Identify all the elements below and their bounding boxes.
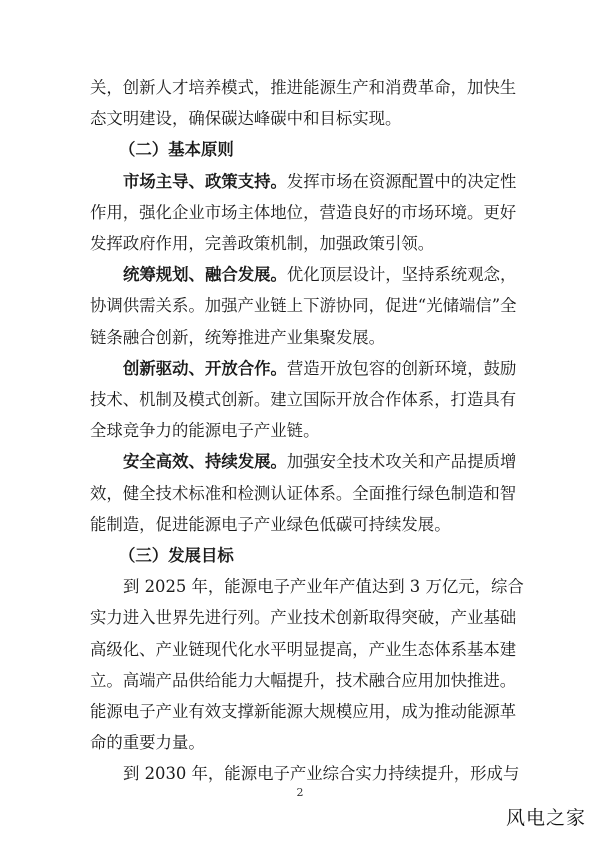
- paragraph-line: [0, 702, 600, 722]
- paragraph-line: [0, 265, 600, 285]
- principle-title: 统筹规划、融合发展。: [123, 265, 287, 285]
- paragraph-line: [0, 296, 600, 316]
- paragraph-line: [0, 733, 600, 753]
- paragraph-line: [0, 203, 600, 223]
- line-text: 技术、机制及模式创新。建立国际开放合作体系，打造具有: [90, 390, 517, 409]
- paragraph-line: [0, 515, 600, 535]
- principle-title: 安全高效、持续发展。: [123, 452, 287, 472]
- line-text: 高级化、产业链现代化水平明显提高，产业生态体系基本建: [90, 639, 517, 659]
- line-text: 加强安全技术攻关和产品提质增: [286, 452, 517, 472]
- section-heading: [0, 140, 600, 160]
- paragraph-line: [0, 577, 600, 597]
- line-text: 态文明建设，确保碳达峰碳中和目标实现。: [90, 109, 402, 129]
- line-text: 优化顶层设计，坚持系统观念，: [286, 265, 517, 285]
- watermark-logo: 风电之家: [505, 807, 586, 829]
- line-text: 立。高端产品供给能力大幅提升，技术融合应用加快推进。: [90, 670, 517, 690]
- line-text: 协调供需关系。加强产业链上下游协同，促进“光储端信”全: [90, 296, 517, 316]
- paragraph-line: [0, 78, 600, 98]
- paragraph-line: [0, 452, 600, 472]
- line-text: 能制造，促进能源电子产业绿色低碳可持续发展。: [90, 514, 451, 534]
- line-text: 作用，强化企业市场主体地位，营造良好的市场环境。更好: [90, 202, 517, 222]
- paragraph-line: [0, 359, 600, 379]
- line-text: 关，创新人才培养模式，推进能源生产和消费革命，加快生: [90, 78, 517, 97]
- paragraph-line: [0, 234, 600, 254]
- line-text: 链条融合创新，统筹推进产业集聚发展。: [90, 327, 386, 347]
- paragraph-line: [0, 109, 600, 129]
- paragraph-line: [0, 390, 600, 410]
- section-heading-text: （二）基本原则: [119, 140, 234, 160]
- section-heading: [0, 546, 600, 566]
- paragraph-line: [0, 764, 600, 784]
- paragraph-line: [0, 421, 600, 441]
- section-heading-text: （三）发展目标: [119, 546, 234, 565]
- line-text: 效，健全技术标准和检测认证体系。全面推行绿色制造和智: [90, 483, 517, 503]
- line-text: 营造开放包容的创新环境，鼓励: [286, 358, 517, 378]
- line-text: 到 2030 年，能源电子产业综合实力持续提升，形成与: [123, 764, 520, 784]
- line-text: 发挥政府作用，完善政策机制，加强政策引领。: [90, 234, 435, 253]
- line-text: 全球竞争力的能源电子产业链。: [90, 421, 320, 441]
- line-text: 发挥市场在资源配置中的决定性: [286, 171, 517, 191]
- paragraph-line: [0, 640, 600, 660]
- line-text: 命的重要力量。: [90, 733, 205, 753]
- paragraph-line: [0, 484, 600, 504]
- principle-title: 创新驱动、开放合作。: [123, 358, 287, 378]
- line-text: 实力进入世界先进行列。产业技术创新取得突破，产业基础: [90, 608, 517, 628]
- principle-title: 市场主导、政策支持。: [123, 171, 287, 191]
- paragraph-line: [0, 608, 600, 628]
- page-number: 2: [296, 786, 304, 799]
- paragraph-line: [0, 328, 600, 348]
- line-text: 能源电子产业有效支撑新能源大规模应用，成为推动能源革: [90, 702, 517, 721]
- paragraph-line: [0, 172, 600, 192]
- paragraph-line: [0, 671, 600, 691]
- line-text: 到 2025 年，能源电子产业年产值达到 3 万亿元，综合: [123, 577, 524, 597]
